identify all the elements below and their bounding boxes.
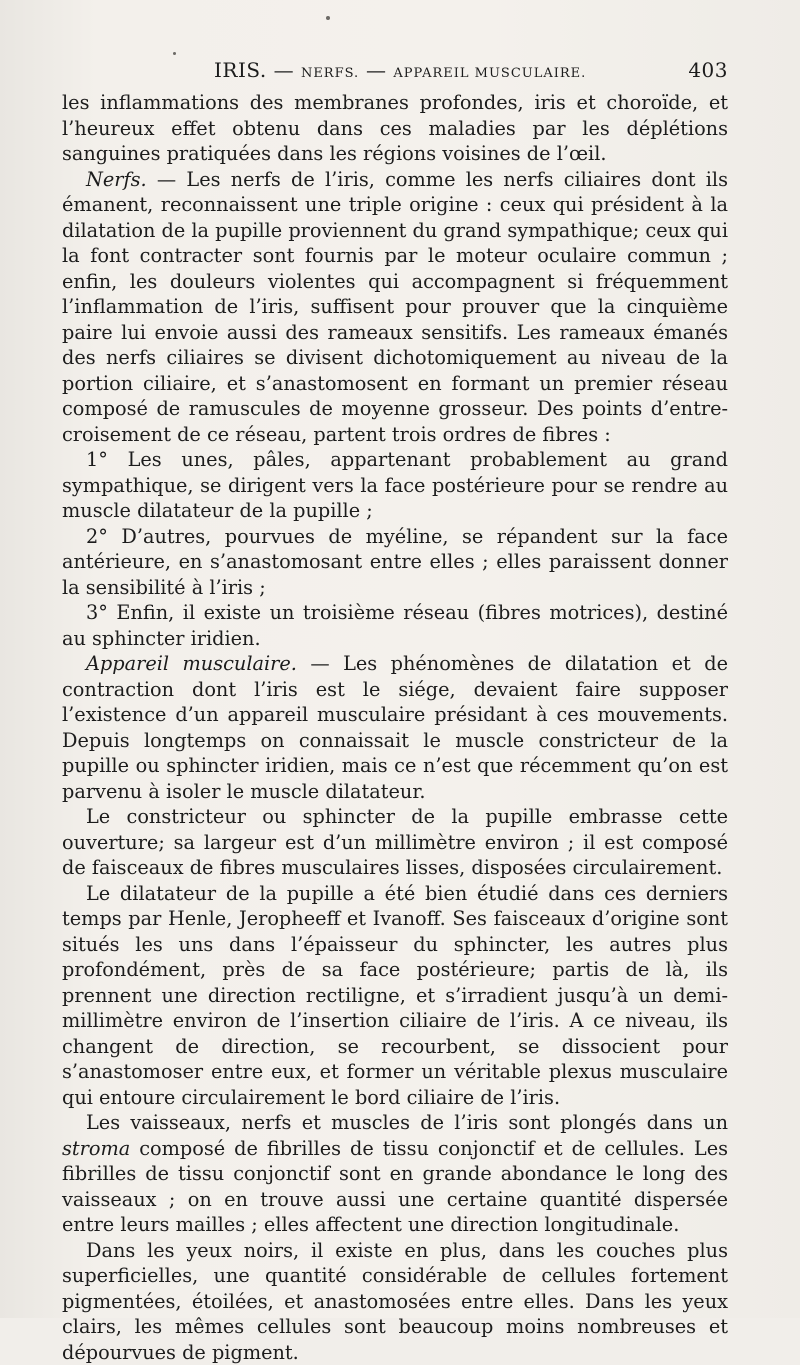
list-item-3: 3° Enfin, il existe un troisième réseau (fibres motrices), destiné au sphincter iridien. bbox=[62, 600, 728, 651]
paragraph: Le constricteur ou sphincter de la pupille embrasse cette ouverture; sa largeur est d’un millimètre environ ; il est composé de faisceaux de fibres musculaires lisses, disposées circulairement. bbox=[62, 804, 728, 881]
printers-mark bbox=[173, 52, 176, 55]
title-separator: — bbox=[366, 58, 387, 82]
running-title-section: NERFS. bbox=[301, 66, 359, 81]
paragraph-text: Les vaisseaux, nerfs et muscles de l’iris sont plongés dans un bbox=[86, 1111, 728, 1134]
running-header bbox=[62, 56, 730, 86]
running-title-subsection: APPAREIL MUSCULAIRE. bbox=[393, 66, 586, 81]
list-item-1: 1° Les unes, pâles, appartenant probablement au grand sympathique, se dirigent vers la face postérieure pour se rendre au muscle dilatateur de la pupille ; bbox=[62, 447, 728, 524]
page-number: 403 bbox=[688, 58, 728, 82]
italic-term-stroma: stroma bbox=[62, 1137, 130, 1160]
page-body bbox=[62, 90, 728, 1365]
paragraph-nerfs bbox=[62, 167, 728, 448]
list-item-2: 2° D’autres, pourvues de myéline, se répandent sur la face antérieure, en s’anastomosant entre elles ; elles paraissent donner la sensibilité à l’iris ; bbox=[62, 524, 728, 601]
paragraph: Le dilatateur de la pupille a été bien étudié dans ces derniers temps par Henle, Jeropheeff et Ivanoff. Ses faisceaux d’origine sont situés les uns dans l’épaisseur du sphincter, les autres plus profondément, près de sa face postérieure; partis de là, ils prennent une direction rectiligne, et s’irradient jusqu’à un demi-millimètre environ de l’insertion ciliaire de l’iris. A ce niveau, ils changent de direction, se recourbent, se dissocient pour s’anastomoser entre eux, et former un véritable plexus musculaire qui entoure circulairement le bord ciliaire de l’iris. bbox=[62, 881, 728, 1111]
paragraph: Dans les yeux noirs, il existe en plus, dans les couches plus superficielles, une quantité considérable de cellules fortement pigmentées, étoilées, et anastomosées entre elles. Dans les yeux clairs, les mêmes cellules sont beaucoup moins nombreuses et dépourvues de pigment. bbox=[62, 1238, 728, 1365]
section-lead-appareil-musculaire: Appareil musculaire. bbox=[86, 652, 297, 675]
paragraph-appareil-musculaire bbox=[62, 651, 728, 804]
section-lead-nerfs: Nerfs. bbox=[86, 168, 147, 191]
title-separator: — bbox=[274, 58, 295, 82]
paragraph-text: — Les nerfs de l’iris, comme les nerfs ciliaires dont ils émanent, reconnaissent une triple origine : ceux qui président à la dilatation de la pupille proviennent du grand sympathique; ceux qui la font contracter sont fournis par le moteur oculaire commun ; enfin, les douleurs violentes qui accompagnent si fréquemment l’inflammation de l’iris, suffisent pour prouver que la cinquième paire lui envoie aussi des rameaux sensitifs. Les rameaux émanés des nerfs ciliaires se divisent dichotomiquement au niveau de la portion ciliaire, et s’anastomosent en formant un premier réseau composé de ramuscules de moyenne grosseur. Des points d’entre-croisement de ce réseau, partent trois ordres de fibres : bbox=[62, 168, 728, 446]
paragraph-stroma bbox=[62, 1110, 728, 1238]
running-title-main: IRIS. bbox=[214, 58, 267, 82]
printers-mark bbox=[326, 16, 330, 20]
paragraph-text: — Les phénomènes de dilatation et de contraction dont l’iris est le siége, devaient faire supposer l’existence d’un appareil musculaire présidant à ces mouvements. Depuis longtemps on connaissait le muscle constricteur de la pupille ou sphincter iridien, mais ce n’est que récemment qu’on est parvenu à isoler le muscle dilatateur. bbox=[62, 652, 728, 803]
running-title bbox=[214, 58, 586, 82]
paragraph: les inflammations des membranes profondes, iris et choroïde, et l’heureux effet obtenu dans ces maladies par les déplétions sanguines pratiquées dans les régions voisines de l’œil. bbox=[62, 90, 728, 167]
paragraph-text: composé de fibrilles de tissu conjonctif et de cellules. Les fibrilles de tissu conjonctif sont en grande abondance le long des vaisseaux ; on en trouve aussi une certaine quantité dispersée entre leurs mailles ; elles affectent une direction longitudinale. bbox=[62, 1137, 728, 1237]
